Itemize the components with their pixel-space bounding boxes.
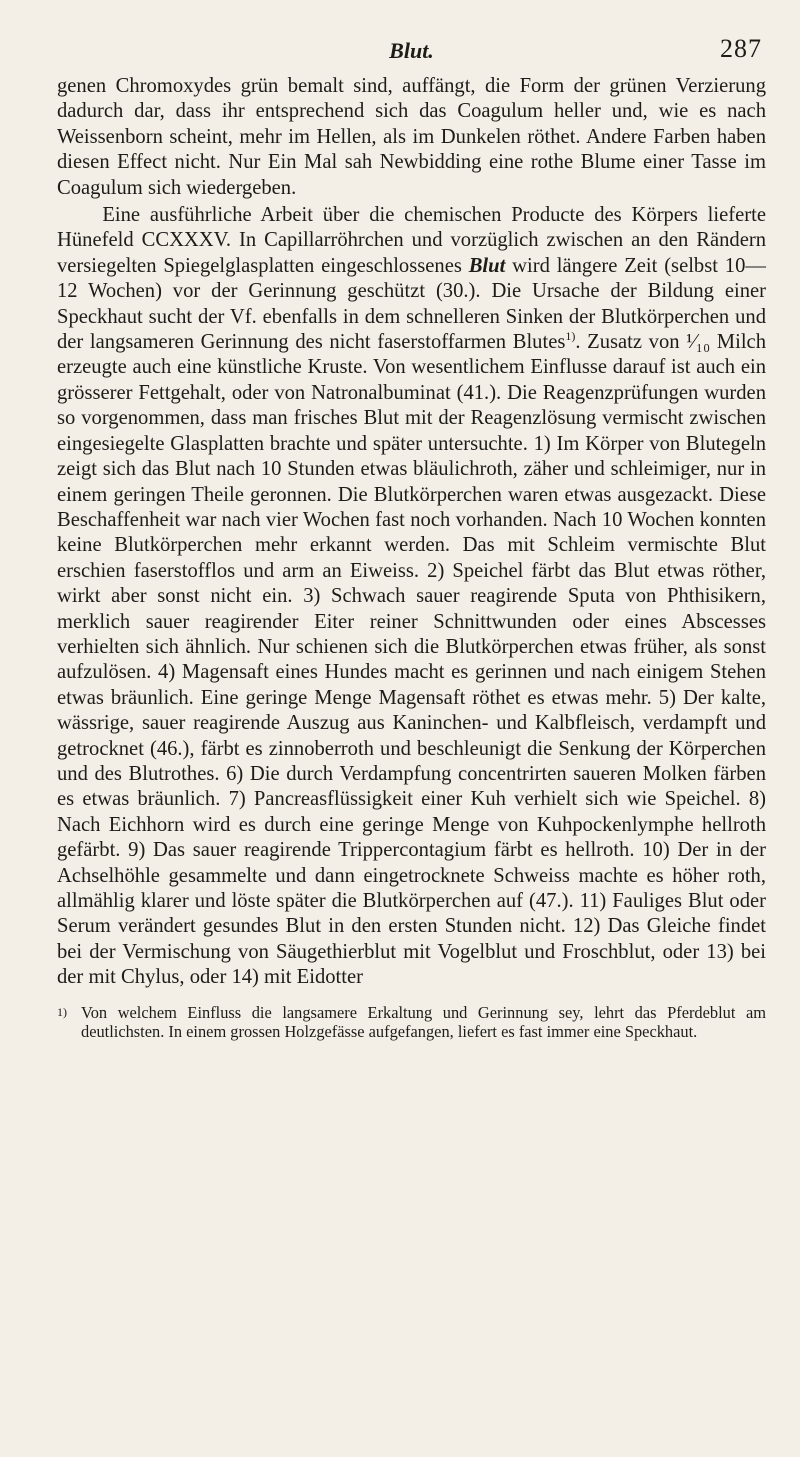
term-blut: Blut [468, 254, 506, 277]
paragraph-2-text-b: wird längere Zeit (selbst 10—12 Wochen) vor der Gerinnung geschützt (30.). Die Ursache der Bildung einer Speckhaut sucht der Vf. ebenfalls in dem schnelleren Sinken der Blutkörperchen und der langsameren Gerinnung des nicht faserstoffarmen Blutes [57, 254, 766, 354]
page-number: 287 [720, 34, 762, 63]
footnote [57, 1003, 766, 1041]
footnote-reference: 1) [565, 329, 576, 344]
footnote-reference-number: 1 [565, 329, 572, 344]
paragraph-1: genen Chromoxydes grün bemalt sind, auffängt, die Form der grünen Verzierung dadurch dar, dass ihr entsprechend sich das Coagulum heller und, wie es nach Weissenborn scheint, mehr im Hellen, als im Dunkelen röthet. Andere Farben haben diesen Effect nicht. Nur Ein Mal sah Newbidding eine rothe Blume einer Tasse im Coagulum sich wiedergeben. [57, 75, 766, 199]
footnote-mark: 1) [57, 1004, 67, 1019]
footnote-text: Von welchem Einfluss die langsamere Erkaltung und Gerinnung sey, lehrt das Pferdeblut am deutlichsten. In einem grossen Holzgefässe aufgefangen, liefert es fast immer eine Speckhaut. [81, 1002, 766, 1041]
paragraph-2-text-a: Eine ausführliche Arbeit über die chemischen Producte des Körpers lieferte Hünefeld CCXXXV. In Capillarröhrchen und vorzüglich zwischen an den Rändern versiegelten Spiegelglasplatten eingeschlossenes [57, 204, 766, 277]
running-title: Blut. [389, 38, 434, 63]
page-header [57, 0, 766, 74]
paragraph-2-text-c: . Zusatz von ¹⁄₁₀ Milch erzeugte auch eine künstliche Kruste. Von wesentlichem Einflusse darauf ist auch ein grösserer Fettgehalt, oder von Natronalbuminat (41.). Die Reagenzprüfungen wurden so vorgenommen, dass man frisches Blut mit der Reagenzlösung vermischt zwischen eingesiegelte Glasplatten brachte und später untersuchte. 1) Im Körper von Blutegeln zeigt sich das Blut nach 10 Stunden etwas bläulichroth, zäher und schleimiger, nur in einem geringen Theile geronnen. Die Blutkörperchen waren etwas ausgezackt. Diese Beschaffenheit war nach vier Wochen fast noch vorhanden. Nach 10 Wochen konnten keine Blutkörperchen mehr erkannt werden. Das mit Schleim vermischte Blut erschien faserstofflos und arm an Eiweiss. 2) Speichel färbt das Blut etwas röther, wirkt aber sonst nicht ein. 3) Schwach sauer reagirende Sputa von Phthisikern, merklich sauer reagirender Eiter reiner Schnittwunden oder eines Abscesses verhielten sich ähnlich. Nur schienen sich die Blutkörperchen etwas früher, als sonst aufzulösen. 4) Magensaft eines Hundes macht es gerinnen und nach einigem Stehen etwas bräunlich. Eine geringe Menge Magensaft röthet es etwas mehr. 5) Der kalte, wässrige, sauer reagirende Auszug aus Kaninchen- und Kalbfleisch, verdampft und getrocknet (46.), färbt es zinnoberroth und beschleunigt die Senkung der Körperchen und des Blutrothes. 6) Die durch Verdampfung concentrirten saueren Molken färben es etwas bräunlich. 7) Pancreasflüssigkeit einer Kuh verhielt sich wie Speichel. 8) Nach Eichhorn wird es durch eine geringe Menge von Kuhpockenlymphe hellroth gefärbt. 9) Das sauer reagirende Trippercontagium färbt es hellroth. 10) Der in der Achselhöhle gesammelte und dann eingetrocknete Schweiss machte es höher roth, allmählig klarer und löste später die Blutkörperchen auf (47.). 11) Fauliges Blut oder Serum verändert gesundes Blut in den ersten Stunden nicht. 12) Das Gleiche findet bei der Vermischung von Säugethierblut mit Vogelblut und Froschblut, oder 13) bei der mit Chylus, oder 14) mit Eidotter [57, 331, 766, 989]
paragraph-2 [57, 203, 766, 991]
